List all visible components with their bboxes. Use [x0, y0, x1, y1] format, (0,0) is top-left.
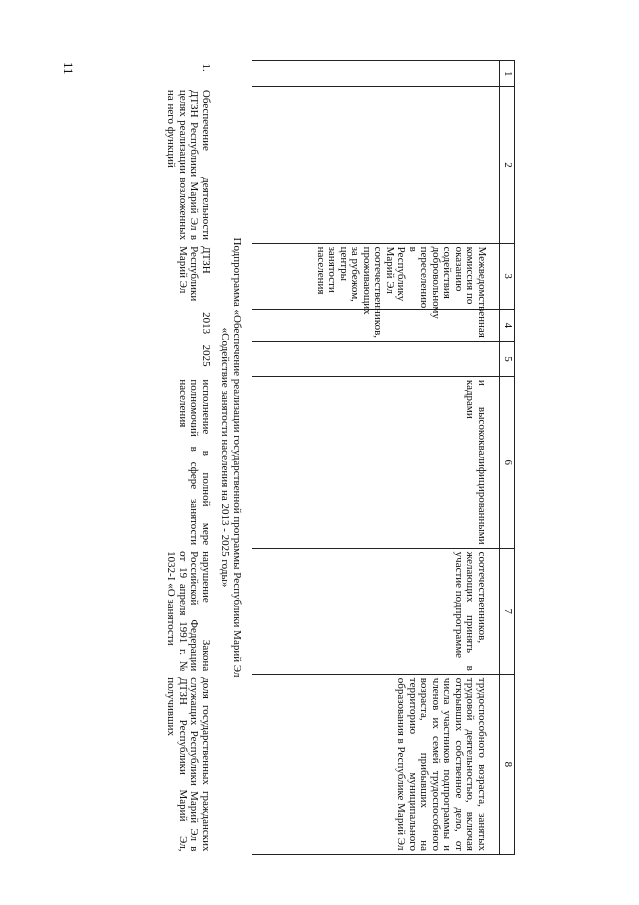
table-row-1 [165, 61, 211, 855]
cell-indicator: доля государственных гражданских служащих Республики Марий Эл в ДТЗН Республики Марий Эл, получивших [165, 677, 212, 852]
cell-start: 2013 [200, 312, 212, 335]
col-header: 1 [500, 61, 515, 87]
col-header: 3 [500, 243, 515, 309]
cell-num [252, 61, 500, 87]
col-header: 2 [500, 87, 515, 243]
cell-executor: Межведомственная комиссия по оказанию содействия добровольному переселению в Республику Марий Эл соотечественников, проживающих за рубежом, центры занятости населения [252, 243, 500, 309]
cell-event: Обеспечение деятельности ДТЗН Республики Марий Эл в целях реализации возложенных на него функций [165, 89, 212, 241]
cell-executor: ДТЗН Республики Марий Эл [177, 246, 212, 302]
col-header: 4 [500, 309, 515, 341]
page-number: 11 [61, 62, 76, 75]
cell-consequence: соотечественников, желающих принять в участие подпрограмме [252, 548, 500, 674]
cell-result: исполнение в полной мере полномочий в сфере занятости населения [177, 379, 212, 546]
subprogram-title-row [211, 61, 252, 855]
cell-num: 1. [200, 63, 212, 72]
col-header: 5 [500, 342, 515, 377]
table-row-continuation [252, 61, 500, 855]
header-row [500, 61, 515, 855]
col-header: 6 [500, 376, 515, 548]
cell-end: 2025 [200, 344, 212, 367]
col-header: 8 [500, 674, 515, 854]
cell-consequence: нарушение Закона Российской Федерации от 19 апреля 1991 г. № 1032-I «О занятости [165, 551, 212, 672]
cell-end [252, 342, 500, 377]
rotated-table-block [115, 60, 515, 855]
cell-indicator: трудоспособного возраста, занятых трудовой деятельностью, включая открывших собственное дело, от числа участников подпрограммы и членов их семей трудоспособного возраста, прибывших на территорию муниципального образования в Республике Марий Эл [252, 674, 500, 854]
subprogram-title-line1: Подпрограмма «Обеспечение реализации государственной программы Республики Марий Эл [231, 237, 243, 678]
cell-result: и высококвалифицированными кадрами [252, 376, 500, 548]
subprogram-title [211, 61, 252, 855]
col-header: 7 [500, 548, 515, 674]
cell-event [252, 87, 500, 243]
program-table [165, 60, 515, 855]
subprogram-title-line2: «Содействие занятости населения на 2013 - 2025 годы» [219, 327, 232, 588]
